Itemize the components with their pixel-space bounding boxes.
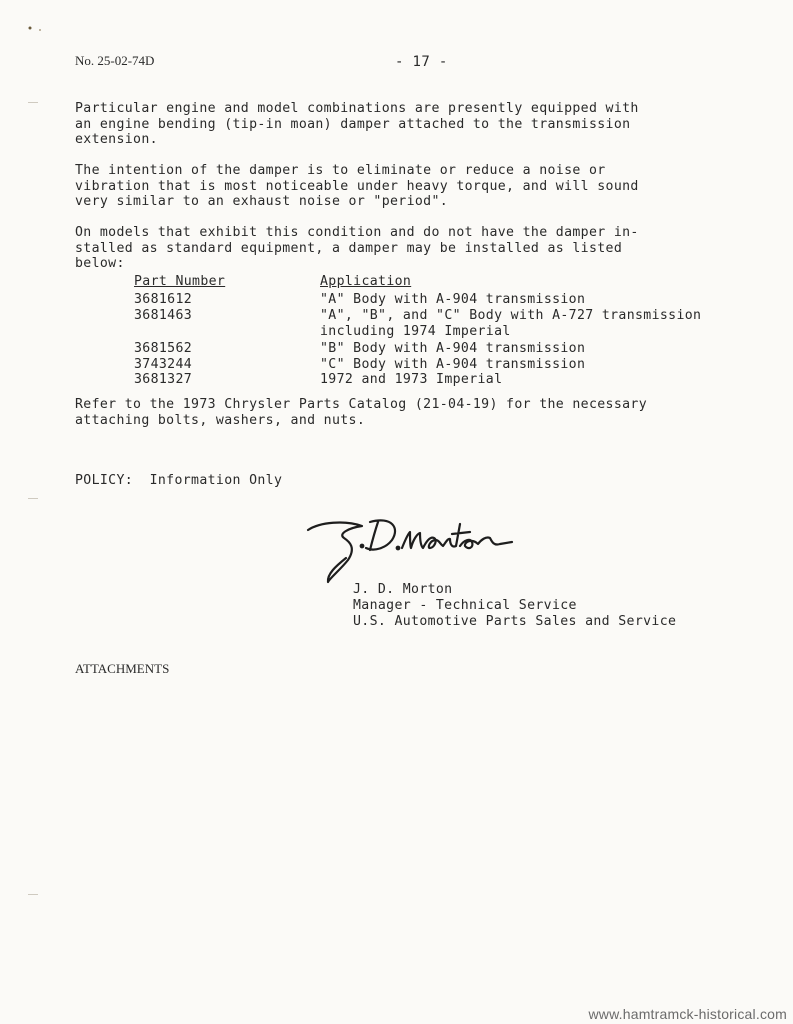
paper-edge-mark	[28, 102, 38, 103]
application-cell: "A", "B", and "C" Body with A-727 transmission including 1974 Imperial	[320, 308, 702, 339]
part-number-cell: 3681562	[134, 341, 193, 356]
part-number-cell: 3681463	[134, 308, 193, 323]
signer-organization: U.S. Automotive Parts Sales and Service	[353, 614, 677, 629]
watermark: www.hamtramck-historical.com	[588, 1006, 787, 1022]
part-number-cell: 3743244	[134, 357, 193, 372]
column-header-application: Application	[320, 274, 412, 289]
part-number-cell: 3681327	[134, 372, 193, 387]
paper-edge-mark	[28, 894, 38, 895]
paragraph-models: On models that exhibit this condition and do not have the damper in- stalled as standard equipment, a damper may be installed as listed below:	[75, 225, 639, 271]
application-cell: "C" Body with A-904 transmission	[320, 357, 586, 372]
paragraph-intro: Particular engine and model combinations are presently equipped with an engine bending (tip-in moan) damper attached to the transmission extension.	[75, 101, 639, 147]
document-number: No. 25-02-74D	[75, 53, 155, 68]
page-number: - 17 -	[395, 54, 448, 70]
paragraph-catalog-reference: Refer to the 1973 Chrysler Parts Catalog (21-04-19) for the necessary attaching bolts, washers, and nuts.	[75, 397, 647, 428]
attachments-label: ATTACHMENTS	[75, 661, 170, 676]
application-cell: 1972 and 1973 Imperial	[320, 372, 503, 387]
paragraph-intention: The intention of the damper is to eliminate or reduce a noise or vibration that is most noticeable under heavy torque, and will sound very similar to an exhaust noise or "period".	[75, 163, 639, 209]
signer-title: Manager - Technical Service	[353, 598, 577, 613]
part-number-cell: 3681612	[134, 292, 193, 307]
policy-line: POLICY: Information Only	[75, 473, 283, 488]
application-cell: "A" Body with A-904 transmission	[320, 292, 586, 307]
column-header-part-number: Part Number	[134, 274, 226, 289]
signer-name: J. D. Morton	[353, 582, 453, 597]
application-cell: "B" Body with A-904 transmission	[320, 341, 586, 356]
paper-speck-marks	[20, 20, 50, 40]
signature-image	[300, 508, 530, 588]
paper-edge-mark	[28, 498, 38, 499]
